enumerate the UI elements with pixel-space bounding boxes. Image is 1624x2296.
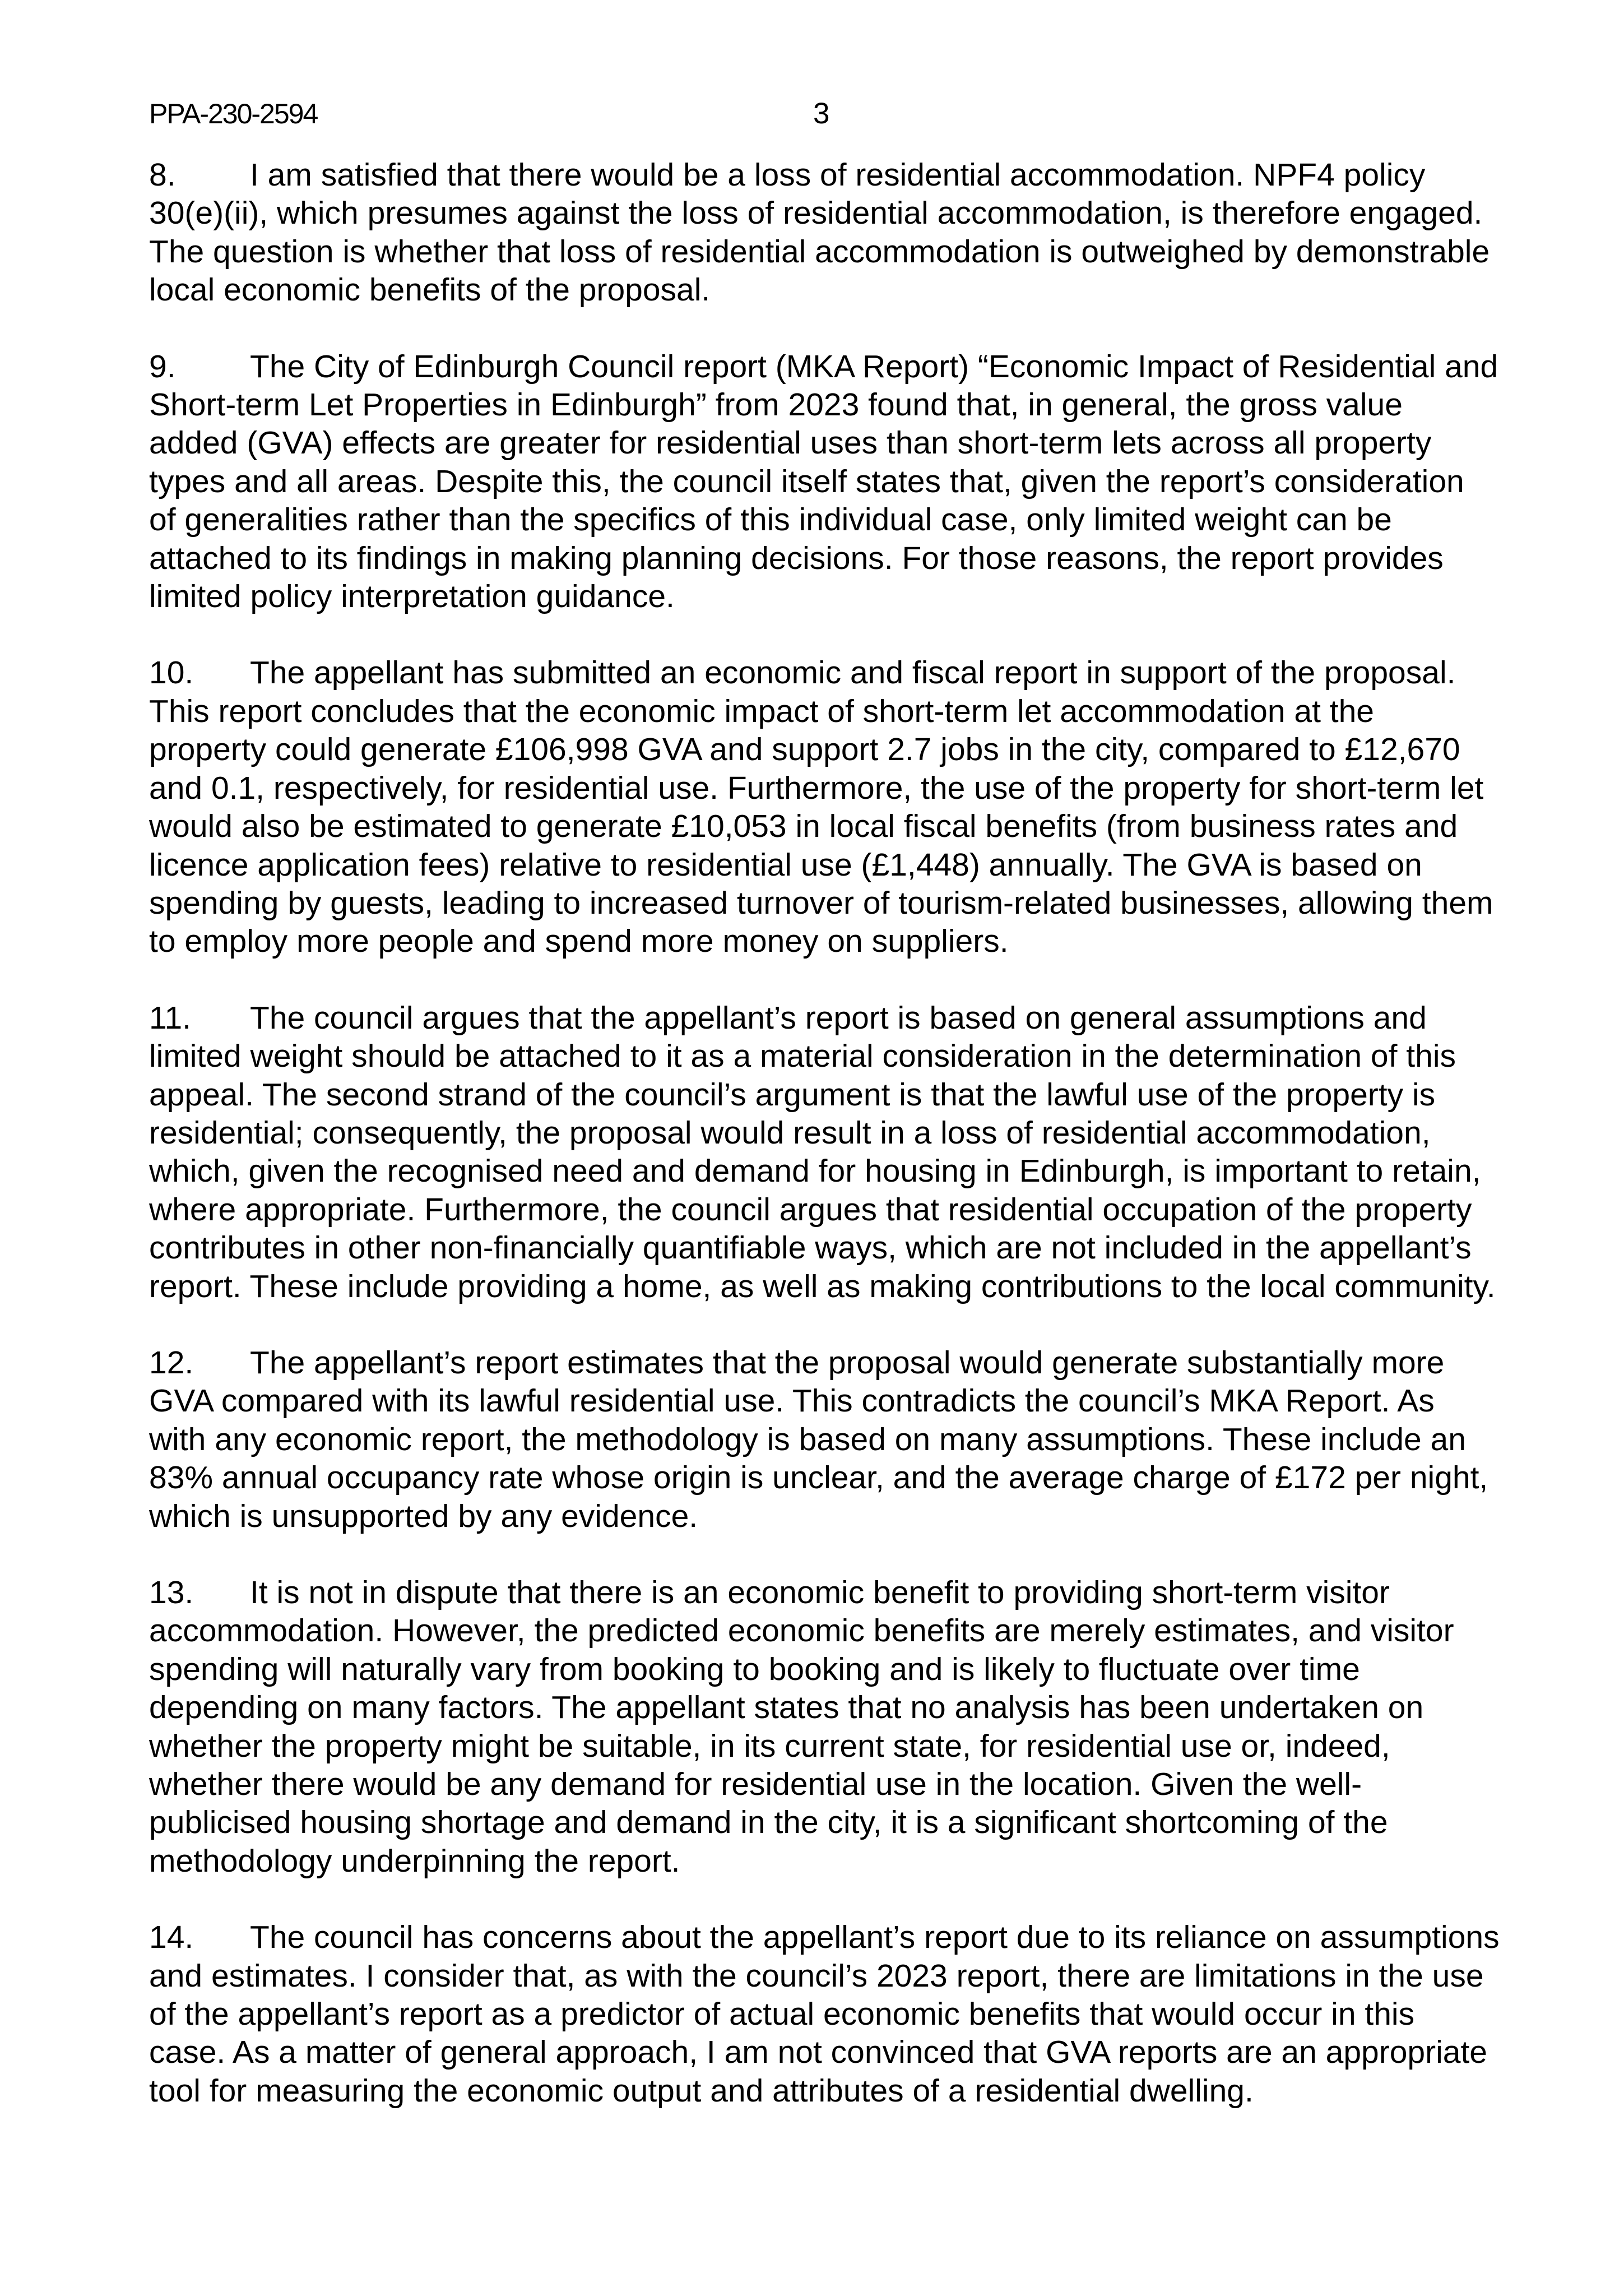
paragraph-number: 10. [149,655,194,691]
paragraph-text: The appellant’s report estimates that the proposal would generate substantially more GVA compared with its lawful residential use. This contradicts the council’s MKA Report. As with any economic report, the methodology is based on many assumptions. These include an 83% annual occupancy rate whose origin is unclear, and the average charge of £172 per night, which is unsupported by any evidence. [149,1344,1488,1534]
paragraph-text: The council argues that the appellant’s report is based on general assumptions and limited weight should be attached to it as a material consideration in the determination of this appeal. The second strand of the council’s argument is that the lawful use of the property is residential; consequently, the proposal would result in a loss of residential accommodation, which, given the recognised need and demand for housing in Edinburgh, is important to retain, where appropriate. Furthermore, the council argues that residential occupation of the property contributes in other non-financially quantifiable ways, which are not included in the appellant’s report. These include providing a home, as well as making contributions to the local community. [149,999,1496,1304]
paragraph-number: 14. [149,1919,194,1956]
paragraph-text: The City of Edinburgh Council report (MKA Report) “Economic Impact of Residential and Short-term Let Properties in Edinburgh” from 2023 found that, in general, the gross value added (GVA) effects are greater for residential uses than short-term lets across all property types and all areas. Despite this, the council itself states that, given the report’s consideration of generalities rather than the specifics of this individual case, only limited weight can be attached to its findings in making planning decisions. For those reasons, the report provides limited policy interpretation guidance. [149,348,1498,615]
paragraph-number: 11. [149,999,192,1036]
document-body [149,156,1500,2148]
paragraph-number: 12. [149,1344,194,1381]
paragraph-text: It is not in dispute that there is an economic benefit to providing short-term visitor accommodation. However, the predicted economic benefits are merely estimates, and visitor spending will naturally vary from booking to booking and is likely to fluctuate over time depending on many factors. The appellant states that no analysis has been undertaken on whether the property might be suitable, in its current state, for residential use or, indeed, whether there would be any demand for residential use in the location. Given the well-publicised housing shortage and demand in the city, it is a significant shortcoming of the methodology underpinning the report. [149,1575,1454,1879]
paragraph-10 [149,654,1500,960]
paragraph-number: 13. [149,1575,194,1610]
paragraph-12 [149,1344,1500,1535]
paragraph-9 [149,348,1500,616]
paragraph-text: The council has concerns about the appellant’s report due to its reliance on assumptions and estimates. I consider that, as with the council’s 2023 report, there are limitations in the use of the appellant’s report as a predictor of actual economic benefits that would occur in this case. As a matter of general approach, I am not convinced that GVA reports are an appropriate tool for measuring the economic output and attributes of a residential dwelling. [149,1919,1500,2109]
paragraph-text: The appellant has submitted an economic and fiscal report in support of the proposal. This report concludes that the economic impact of short-term let accommodation at the property could generate £106,998 GVA and support 2.7 jobs in the city, compared to £12,670 and 0.1, respectively, for residential use. Furthermore, the use of the property for short-term let would also be estimated to generate £10,053 in local fiscal benefits (from business rates and licence application fees) relative to residential use (£1,448) annually. The GVA is based on spending by guests, leading to increased turnover of tourism-related businesses, allowing them to employ more people and spend more money on suppliers. [149,655,1493,960]
paragraph-number: 8. [149,157,176,193]
page-header [149,94,1494,133]
paragraph-8 [149,156,1500,309]
paragraph-14 [149,1918,1500,2110]
paragraph-text: I am satisfied that there would be a loss of residential accommodation. NPF4 policy 30(e)(ii), which presumes against the loss of residential accommodation, is therefore engaged. The question is whether that loss of residential accommodation is outweighed by demonstrable local economic benefits of the proposal. [149,157,1490,308]
page-number: 3 [813,97,830,130]
paragraph-11 [149,999,1500,1306]
case-reference: PPA-230-2594 [149,98,318,129]
paragraph-13 [149,1573,1500,1880]
paragraph-number: 9. [149,348,176,385]
